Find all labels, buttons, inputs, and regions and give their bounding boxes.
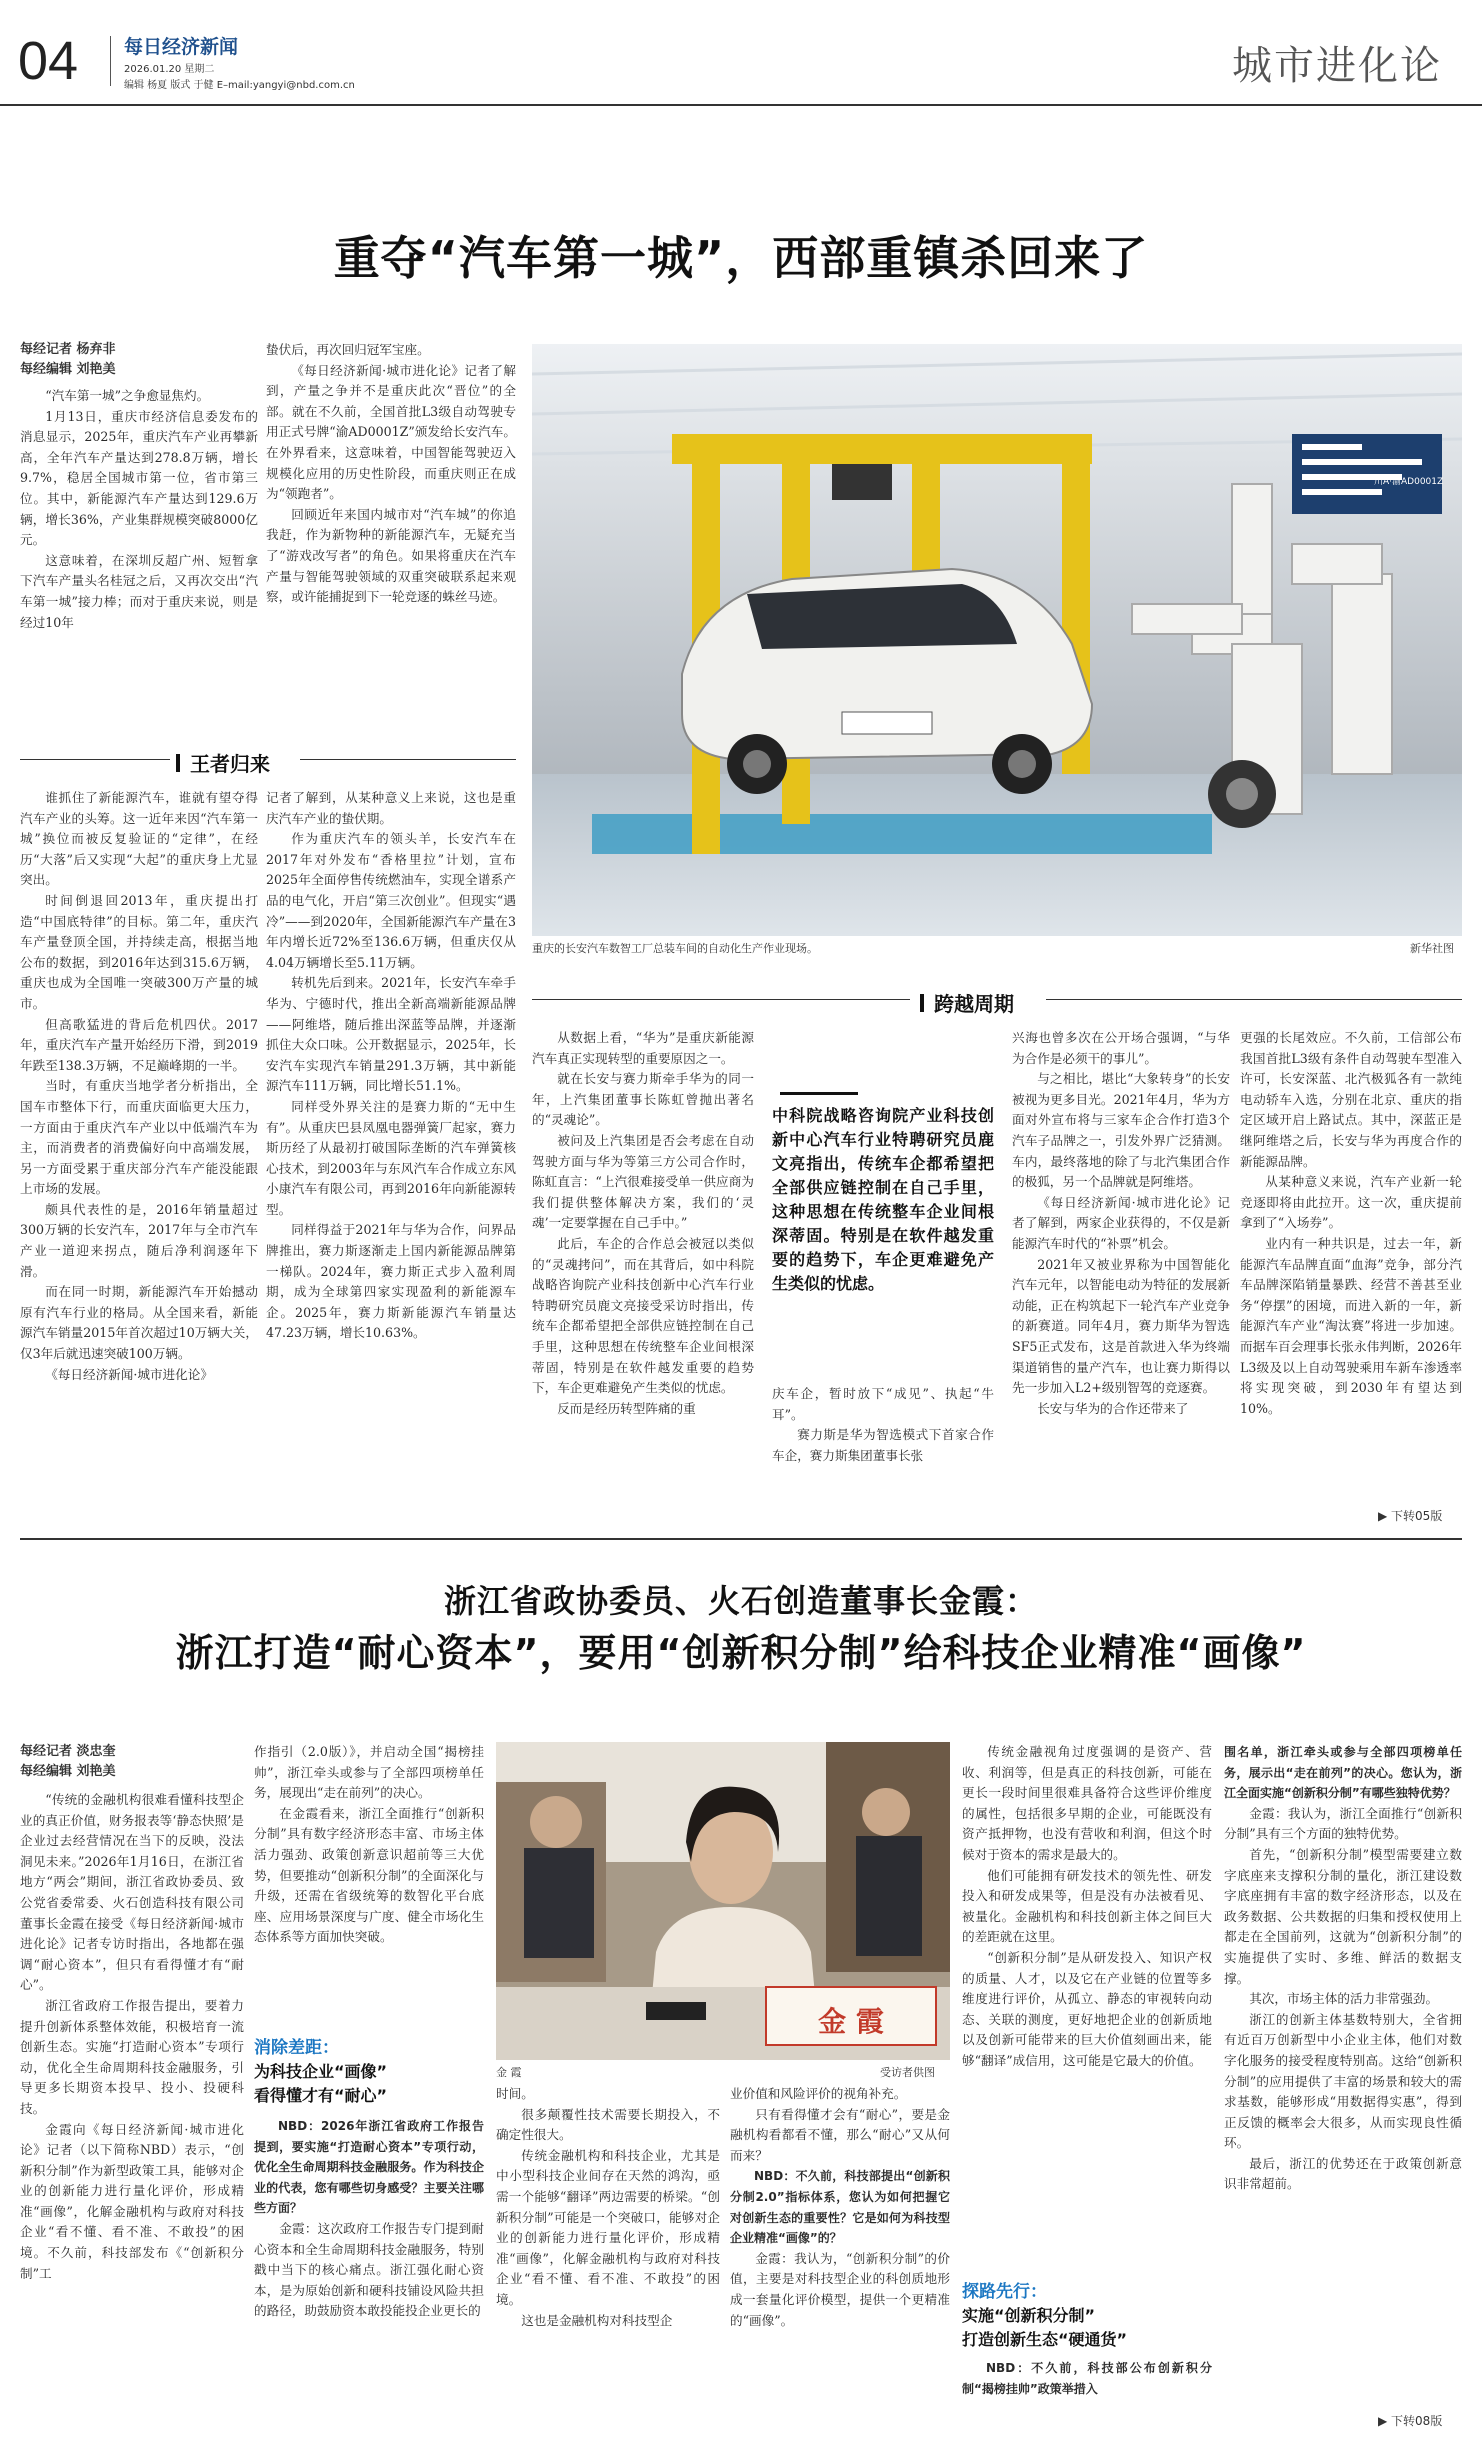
- article1-s1-col2: 记者了解到，从某种意义上来说，这也是重庆汽车产业的蛰伏期。 作为重庆汽车的领头羊，长安汽车在2017年对外发布“香格里拉”计划，宣布2025年全面停售传统燃油车，实现全谱系产品的电气化，开启“第三次创业”。但现实“遇冷”——到2020年，全国新能源汽车产量在3年内增长近72%至136.6万辆，但重庆仅从4.04万辆增长至5.11万辆。 转机先后到来。2021年，长安汽车牵手华为、宁德时代，推出全新高端新能源品牌——阿维塔，随后推出深蓝等品牌，并逐渐抓住大众口味。公开数据显示，2025年，长安汽车实现汽车销量291.3万辆，其中新能源汽车111万辆，同比增长51.1%。 同样受外界关注的是赛力斯的“无中生有”。从重庆巴县凤凰电器弹簧厂起家，赛力斯历经了从最初打破国际垄断的汽车弹簧核心技术，到2003年与东风汽车合作成立东风小康汽车有限公司，再到2016年向新能源转型。 同样得益于2021年与华为合作，问界品牌推出，赛力斯逐渐走上国内新能源品牌第一梯队。2024年，赛力斯正式步入盈利周期，成为全球第四家实现盈利的新能源车企。2025年，赛力斯新能源汽车销量达47.23万辆，增长10.63%。: [266, 790, 516, 1341]
- article1-s2-col1: 从数据上看，“华为”是重庆新能源汽车真正实现转型的重要原因之一。 就在长安与赛力斯牵手华为的同一年，上汽集团董事长陈虹曾抛出著名的“灵魂论”。 被问及上汽集团是否会考虑在自动驾驶方面与华为等第三方公司合作时，陈虹直言：“上汽很难接受单一供应商为我们提供整体解决方案，我们的‘灵魂’一定要掌握在自己手中。” 此后，车企的合作总会被冠以类似的“灵魂拷问”，而在其背后，如中科院战略咨询院产业科技创新中心汽车行业特聘研究员鹿文亮接受采访时指出，传统车企都希望把全部供应链控制在自己手里，这种思想在传统整车企业间根深蒂固，特别是在软件越发重要的趋势下，车企更难避免产生类似的忧虑。 反而是经历转型阵痛的重: [532, 1030, 754, 1416]
- photo-name-card: 金 霞: [818, 2005, 884, 2038]
- article2-title-line2: 浙江打造“耐心资本”，要用“创新积分制”给科技企业精准“画像”: [175, 1631, 1307, 1675]
- article1-photo-caption: 重庆的长安汽车数智工厂总装车间的自动化生产作业现场。: [532, 942, 818, 955]
- article2-col4: 业价值和风险评价的视角补充。 只有看得懂才会有“耐心”，要是金融机构看都看不懂，那么“耐心”又从何而来？ NBD：不久前，科技部提出“创新积分制2.0”指标体系，您认为如何把握它对创新生态的重要性？它是如何为科技型企业精准“画像”的？ 金霞：我认为，“创新积分制”的价值，主要是对科技型企业的科创质地形成一套量化评价模型，提供一个更精准的“画像”。: [730, 2086, 950, 2328]
- article2-col5: 传统金融视角过度强调的是资产、营收、利润等，但是真正的科技创新，可能在更长一段时间里很难具备符合这些评价维度的属性，包括很多早期的企业，可能既没有资产抵押物，也没有营收和利润，但这个时候对于资本的需求是最大的。 他们可能拥有研发技术的领先性、研发投入和研发成果等，但是没有办法被看见、被量化。金融机构和科技创新主体之间巨大的差距就在这里。 “创新积分制”是从研发投入、知识产权的质量、人才，以及它在产业链的位置等多维度进行评价，从孤立、静态的审视转向动态、关联的测度，更好地把企业的创新质地以及创新可能带来的巨大价值刻画出来，能够“翻译”成信用，这可能是它最大的价值。: [962, 1744, 1212, 2068]
- article2-col1: “传统的金融机构很难看懂科技型企业的真正价值，财务报表等‘静态快照’是企业过去经营情况在当下的反映，没法洞见未来。”2026年1月16日，在浙江省地方“两会”期间，浙江省政协委员、致公党省委常委、火石创造科技有限公司董事长金霞在接受《每日经济新闻·城市进化论》记者专访时指出，各地都在强调“耐心资本”，但只有看得懂才有“耐心”。 浙江省政府工作报告提出，要着力提升创新体系整体效能，积极培育一流创新生态。实施“打造耐心资本”专项行动，优化全生命周期科技金融服务，引导更多长期资本投早、投小、投硬科技。 金霞向《每日经济新闻·城市进化论》记者（以下简称NBD）表示，“创新积分制”作为新型政策工具，能够对企业的创新能力进行量化评价，形成精准“画像”，化解金融机构与政府对科技企业“看不懂、看不准、不敢投”的困境。不久前，科技部发布《“创新积分制”工: [20, 1792, 244, 2281]
- factory-photo-illustration: [532, 344, 1462, 936]
- article2-col5b: NBD：不久前，科技部公布创新积分制“揭榜挂帅”政策举措入: [962, 2361, 1212, 2396]
- article1-intro-left: “汽车第一城”之争愈显焦灼。 1月13日，重庆市经济信息委发布的消息显示，2025年，重庆汽车产业再攀新高，全年汽车产量达到278.8万辆，增长9.7%，稳居全国城市第一位，省市第三位。其中，新能源汽车产量达到129.6万辆，增长36%，产业集群规模突破8000亿元。 这意味着，在深圳反超广州、短暂拿下汽车产量头名桂冠之后，又再次交出“汽车第一城”接力棒；而对于重庆来说，则是经过10年: [20, 388, 258, 630]
- article2-continue[interactable]: ▶ 下转08版: [1378, 2414, 1443, 2428]
- article2-col6: 围名单，浙江牵头或参与全部四项榜单任务，展示出“走在前列”的决心。您认为，浙江全面实施“创新积分制”有哪些独特优势？ 金霞：我认为，浙江全面推行“创新积分制”具有三个方面的独特优势。 首先，“创新积分制”模型需要建立数字底座来支撑积分制的量化，浙江建设数字底座拥有丰富的数字经济形态，以及在政务数据、公共数据的归集和授权使用上都走在全国前列，这就为“创新积分制”的实施提供了实时、多维、鲜活的数据支撑。 其次，市场主体的活力非常强劲。 浙江的创新主体基数特别大，全省拥有近百万创新型中小企业主体，他们对数字化服务的接受程度特别高。这给“创新积分制”的应用提供了丰富的场景和较大的需求基数，能够形成“用数据得实惠”，得到正反馈的概率会大很多，从而实现良性循环。 最后，浙江的优势还在于政策创新意识非常超前。: [1224, 1745, 1462, 2192]
- header-divider-vertical: [110, 36, 111, 86]
- subhead-xiaochu: 消除差距： 为科技企业“画像” 看得懂才有“耐心”: [254, 2038, 388, 2105]
- section2-rule-right: [1046, 999, 1462, 1000]
- article2-photo-credit: 受访者供图: [880, 2066, 935, 2079]
- article2-col3: 时间。 很多颠覆性技术需要长期投入，不确定性很大。 传统金融机构和科技企业，尤其是中小型科技企业间存在天然的鸿沟，亟需一个能够“翻译”两边需要的桥梁。“创新积分制”可能是一个突破口，能够对企业的创新能力进行量化评价，形成精准“画像”，化解金融机构与政府对科技企业“看不懂、看不准、不敢投”的困境。 这也是金融机构对科技型企: [496, 2086, 720, 2328]
- pull-quote: 中科院战略咨询院产业科技创新中心汽车行业特聘研究员鹿文亮指出，传统车企都希望把全部供应链控制在自己手里，这种思想在传统整车企业间根深蒂固。特别是在软件越发重要的趋势下，车企更难避免产生类似的忧虑。: [772, 1106, 994, 1293]
- article2-title-line1: 浙江省政协委员、火石创造董事长金霞：: [443, 1582, 1038, 1620]
- subhead-tanlu: 探路先行： 实施“创新积分制” 打造创新生态“硬通货”: [962, 2282, 1128, 2349]
- article2-photo-caption: 金 霞: [496, 2066, 522, 2079]
- article1-intro-right: 蛰伏后，再次回归冠军宝座。 《每日经济新闻·城市进化论》记者了解到，产量之争并不是重庆此次“晋位”的全部。就在不久前，全国首批L3级自动驾驶专用正式号牌“渝AD0001Z”颁发给长安汽车。在外界看来，这意味着，中国智能驾驶迈入规模化应用的历史性阶段，而重庆则正在成为“领跑者”。 回顾近年来国内城市对“汽车城”的你追我赶，作为新物种的新能源汽车，无疑充当了“游戏改写者”的角色。如果将重庆在汽车产量与智能驾驶领域的双重突破联系起来观察，或许能捕捉到下一轮竞逐的蛛丝马迹。: [266, 342, 516, 605]
- header-date: 2026.01.20 星期二: [124, 64, 215, 75]
- article1-continue[interactable]: ▶ 下转05版: [1378, 1509, 1443, 1523]
- pull-quote-tail: 庆车企，暂时放下“成见”、执起“牛耳”。 赛力斯是华为智选模式下首家合作车企，赛力斯集团董事长张: [772, 1386, 994, 1463]
- article2-byline: 每经记者 淡忠奎 每经编辑 刘艳美: [20, 1744, 116, 1779]
- article2-photo: [496, 1742, 950, 2060]
- page-number: 04: [18, 31, 79, 91]
- pull-quote-rule: [780, 1092, 858, 1095]
- section-rule-right: [300, 759, 516, 760]
- article-separator: [20, 1538, 1462, 1540]
- article1-photo: [532, 344, 1462, 936]
- article1-s2-col4: 更强的长尾效应。不久前，工信部公布我国首批L3级有条件自动驾驶车型准入许可，长安深蓝、北汽极狐各有一款纯电动轿车入选，分别在北京、重庆的指定区域开启上路试点。其中，深蓝正是继阿维塔之后，长安与华为再度合作的新能源品牌。 从某种意义来说，汽车产业新一轮竞逐即将由此拉开。这一次，重庆提前拿到了“入场券”。 业内有一种共识是，过去一年，新能源汽车品牌直面“血海”竞争，部分汽车品牌深陷销量暴跌、经营不善甚至业务“停摆”的困境，而进入新的一年，新能源汽车产业“淘汰赛”将进一步加速。而据车百会理事长张永伟判断，2026年L3级及以上自动驾驶乘用车新车渗透率将实现突破，到2030年有望达到10%。: [1240, 1030, 1462, 1416]
- header-editors: 编辑 杨夏 版式 于健 E–mail:yangyi@nbd.com.cn: [124, 80, 355, 91]
- header-rule: [0, 104, 1482, 106]
- section-heading-kuayue: 跨越周期: [920, 988, 1014, 1017]
- section-heading-wangzhe: 王者归来: [176, 748, 270, 777]
- section2-rule-left: [532, 999, 910, 1000]
- section-rule-left: [20, 759, 170, 760]
- paper-name: 每日经济新闻: [124, 36, 239, 58]
- article1-s2-col3: 兴海也曾多次在公开场合强调，“与华为合作是必须干的事儿”。 与之相比，堪比“大象转身”的长安被视为更多目光。2021年4月，华为方面对外宣布将与三家车企合作打造3个汽车子品牌之一，引发外界广泛猜测。车内，最终落地的除了与北汽集团合作的极狐，另一个品牌就是阿维塔。 《每日经济新闻·城市进化论》记者了解到，两家企业获得的，不仅是新能源汽车时代的“补票”机会。 2021年又被业界称为中国智能化汽车元年，以智能电动为特征的发展新动能，正在构筑起下一轮汽车产业竞争的新赛道。同年4月，赛力斯华为智选SF5正式发布，这是首款进入华为终端渠道销售的量产汽车，也让赛力斯得以先一步加入L2+级别智驾的竞逐赛。 长安与华为的合作还带来了: [1012, 1030, 1230, 1416]
- article1-title: 重夺“汽车第一城”，西部重镇杀回来了: [333, 231, 1149, 285]
- section-name: 城市进化论: [1232, 43, 1442, 89]
- article1-photo-credit: 新华社图: [1410, 942, 1454, 955]
- photo-license-plate: 川A·渝AD0001Z: [1374, 477, 1444, 487]
- article1-s1-col1: 谁抓住了新能源汽车，谁就有望夺得汽车产业的头筹。这一近年来因“汽车第一城”换位而被反复验证的“定律”，在经历“大落”后又实现“大起”的重庆身上尤显突出。 时间倒退回2013年，重庆提出打造“中国底特律”的目标。第二年，重庆汽车产量登顶全国，并持续走高，根据当地公布的数据，到2016年达到315.6万辆，重庆也成为全国唯一突破300万产量的城市。 但高歌猛进的背后危机四伏。2017年，重庆汽车产量开始经历下滑，到2019年跌至138.3万辆，不足巅峰期的一半。 当时，有重庆当地学者分析指出，全国车市整体下行，而重庆面临更大压力，一方面由于重庆汽车产业以中低端汽车为主，而消费者的消费偏好向中高端发展，另一方面受累于重庆部分汽车产能没能跟上市场的发展。 颇具代表性的是，2016年销量超过300万辆的长安汽车，2017年与全市汽车产业一道迎来拐点，随后净利润逐年下滑。 而在同一时期，新能源汽车开始撼动原有汽车行业的格局。从全国来看，新能源汽车销量2015年首次超过10万辆大关，仅3年后就迅速突破100万辆。 《每日经济新闻·城市进化论》: [20, 790, 258, 1382]
- article2-col2b: NBD：2026年浙江省政府工作报告提到，要实施“打造耐心资本”专项行动，优化全生命周期科技金融服务。作为科技企业的代表，您有哪些切身感受？主要关注哪些方面？ 金霞：这次政府工作报告专门提到耐心资本和全生命周期科技金融服务，特别戳中当下的核心痛点。浙江强化耐心资本，是为原始创新和硬科技铺设风险共担的路径，助鼓励资本敢投能投企业更长的: [254, 2119, 484, 2319]
- article1-byline: 每经记者 杨弃非 每经编辑 刘艳美: [20, 342, 116, 377]
- article2-col2: 作指引（2.0版）》，并启动全国“揭榜挂帅”，浙江牵头或参与了全部四项榜单任务，展现出“走在前列”的决心。 在金霞看来，浙江全面推行“创新积分制”具有数字经济形态丰富、市场主体活力强劲、政策创新意识超前等三大优势，但要推动“创新积分制”的全面深化与升级，还需在省级统筹的数智化平台底座、应用场景深度与广度、健全市场化生态体系等方面加快突破。: [254, 1744, 484, 1945]
